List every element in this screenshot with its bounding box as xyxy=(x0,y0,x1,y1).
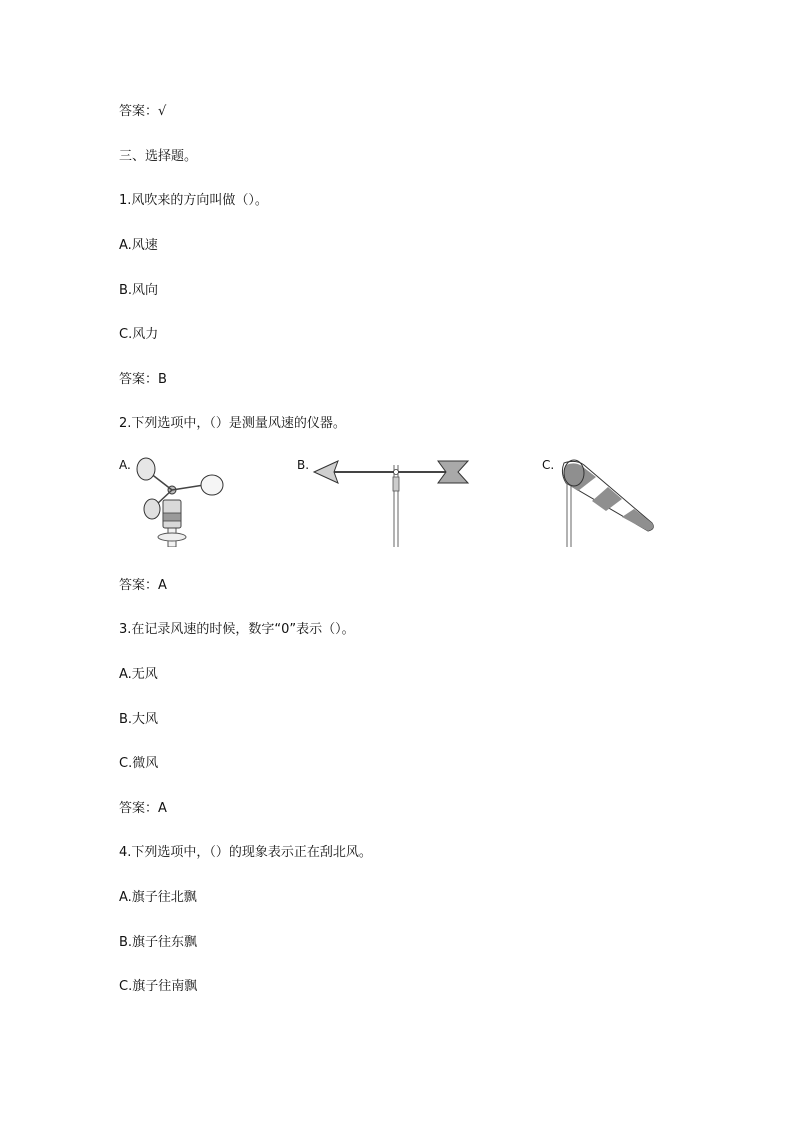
section-title: 三、选择题。 xyxy=(119,149,198,164)
question-4-stem: 4.下列选项中，（）的现象表示正在刮北风。 xyxy=(119,845,372,860)
question-1-option-a: A.风速 xyxy=(119,238,158,253)
question-4-option-c: C.旗子往南飘 xyxy=(119,979,198,994)
question-3-option-c: C.微风 xyxy=(119,756,159,771)
question-2-answer: 答案：A xyxy=(119,578,167,593)
anemometer-figure xyxy=(132,455,232,547)
question-1-option-c: C.风力 xyxy=(119,327,159,342)
question-4-option-b: B.旗子往东飘 xyxy=(119,935,198,950)
question-1-stem: 1.风吹来的方向叫做（）。 xyxy=(119,193,268,208)
answer-true-false: 答案：√ xyxy=(119,104,167,119)
figure-c-label: C. xyxy=(542,458,555,472)
question-2-stem: 2.下列选项中，（）是测量风速的仪器。 xyxy=(119,416,346,431)
figure-a-label: A. xyxy=(119,458,131,472)
question-3-stem: 3.在记录风速的时候，数字“0”表示（）。 xyxy=(119,622,355,637)
question-3-option-b: B.大风 xyxy=(119,712,159,727)
question-1-answer: 答案：B xyxy=(119,372,167,387)
question-4-option-a: A.旗子往北飘 xyxy=(119,890,197,905)
question-1-option-b: B.风向 xyxy=(119,283,159,298)
wind-vane-figure xyxy=(310,455,475,547)
question-3-answer: 答案：A xyxy=(119,801,167,816)
question-3-option-a: A.无风 xyxy=(119,667,158,682)
figure-b-label: B. xyxy=(297,458,310,472)
windsock-figure xyxy=(556,455,666,547)
